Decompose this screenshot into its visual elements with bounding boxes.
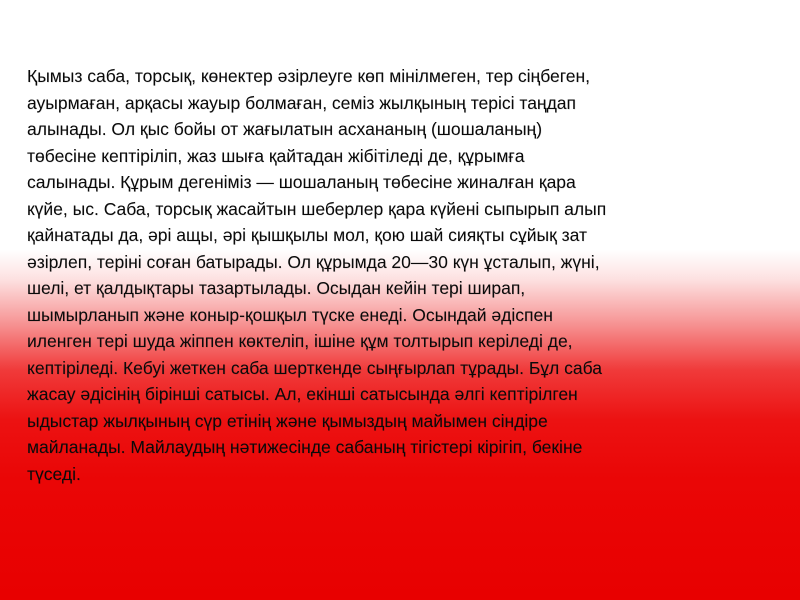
paragraph-line: салынады. Құрым дегеніміз — шошаланың төбесіне жиналған қара <box>27 172 576 192</box>
paragraph-line: әзірлеп, теріні соған батырады. Ол құрымда 20—30 күн ұсталып, жүні, <box>27 251 600 272</box>
paragraph-line: ыдыстар жылқының сүр етінің және қымыздың майымен сіндіре <box>27 410 548 431</box>
paragraph-line: қайнатады да, әрі ащы, әрі қышқылы мол, қою шай сияқты сұйық зат <box>27 225 588 245</box>
paragraph-line: иленген тері шуда жіппен көктеліп, ішіне құм толтырып керіледі де, <box>27 331 573 351</box>
paragraph-line: төбесіне кептіріліп, жаз шыға қайтадан жібітіледі де, құрымға <box>27 145 525 166</box>
paragraph-line: түседі. <box>27 463 81 484</box>
paragraph-line: ауырмаған, арқасы жауыр болмаған, семіз жылқының терісі таңдап <box>27 92 577 113</box>
body-paragraph <box>27 63 782 487</box>
paragraph-line: жасау әдісінің бірінші сатысы. Ал, екінші сатысында әлгі кептірілген <box>27 384 578 404</box>
paragraph-line: күйе, ыс. Саба, торсық жасайтын шеберлер қара күйені сыпырып алып <box>27 198 607 219</box>
paragraph-line: алынады. Ол қыс бойы от жағылатын асхананың (шошаланың) <box>27 119 543 139</box>
paragraph-line: Қымыз саба, торсық, көнектер әзірлеуге көп мінілмеген, тер сіңбеген, <box>27 66 591 86</box>
paragraph-line: шымырланып және коныр-қошқыл түске енеді. Осындай әдіспен <box>27 304 553 325</box>
paragraph-line: майланады. Майлаудың нәтижесінде сабаның тігістері кірігіп, бекіне <box>27 437 583 457</box>
paragraph-line: шелі, ет қалдықтары тазартылады. Осыдан кейін тері ширап, <box>27 278 526 298</box>
paragraph-line: кептіріледі. Кебуі жеткен саба шерткенде сыңғырлап тұрады. Бұл саба <box>27 357 602 378</box>
